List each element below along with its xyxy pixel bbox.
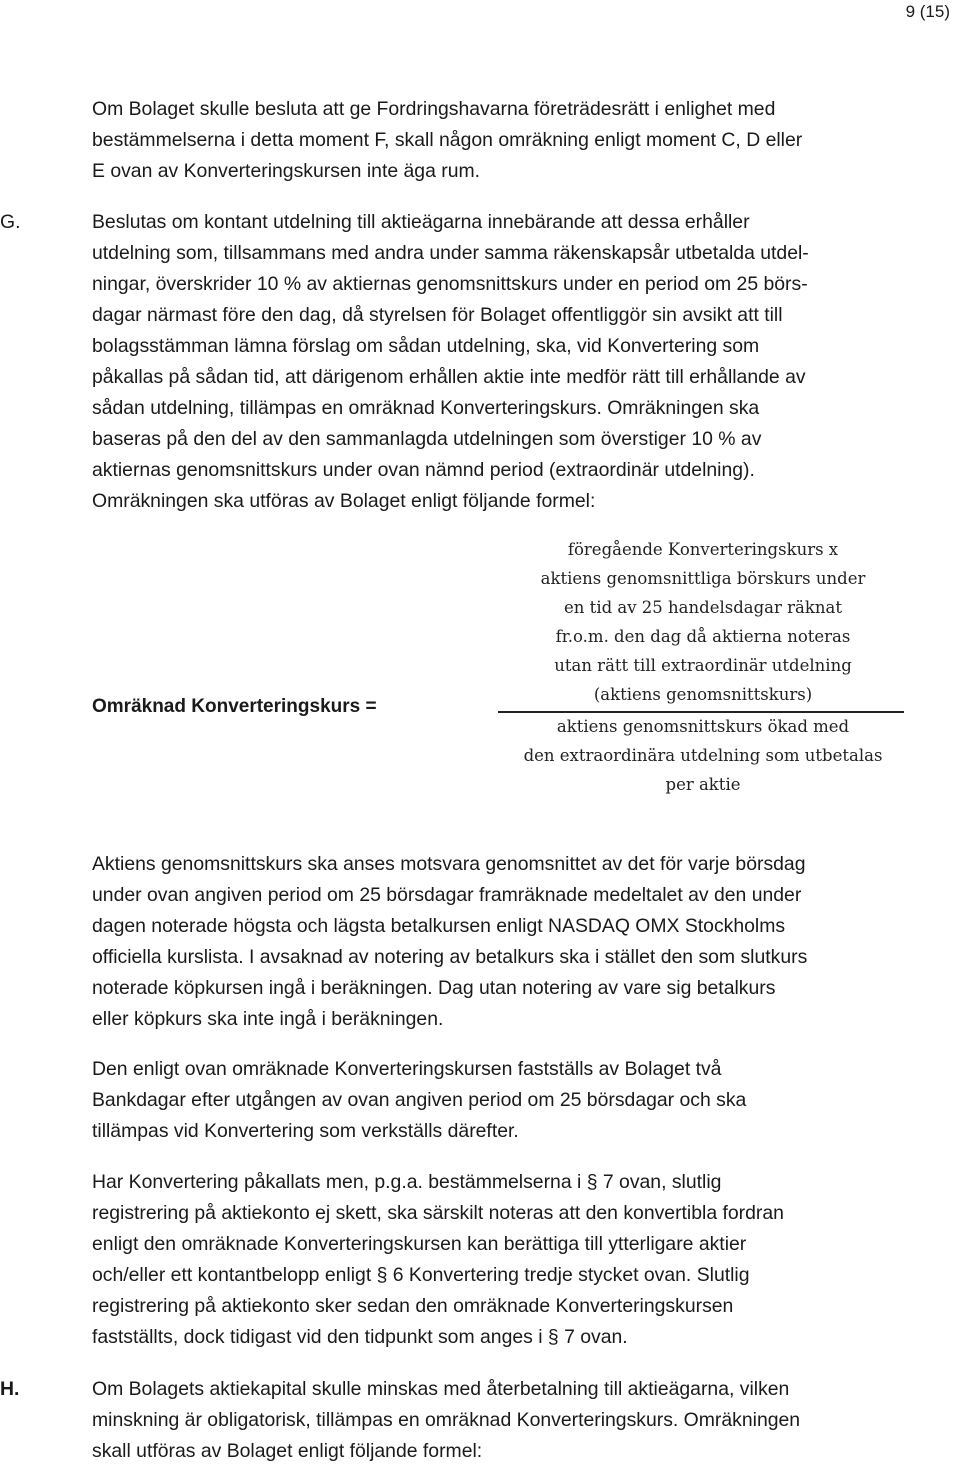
- intro-paragraph: [92, 94, 932, 187]
- formula-denominator-line: den extraordinära utdelning som utbetalas: [523, 746, 883, 765]
- text-line: ningar, överskrider 10 % av aktiernas genomsnittskurs under en period om 25 börs-: [92, 273, 808, 295]
- formula-numerator-line: utan rätt till extraordinär utdelning: [554, 656, 852, 675]
- formula-numerator-line: aktiens genomsnittliga börskurs under: [540, 569, 866, 588]
- text-line: skall utföras av Bolaget enligt följande formel:: [92, 1440, 483, 1462]
- establish-paragraph: [92, 1054, 932, 1147]
- text-line: bestämmelserna i detta moment F, skall någon omräkning enligt moment C, D eller: [92, 129, 803, 151]
- text-line: Har Konvertering påkallats men, p.g.a. bestämmelserna i § 7 ovan, slutlig: [92, 1171, 722, 1193]
- text-line: minskning är obligatorisk, tillämpas en omräknad Konverteringskurs. Omräkningen: [92, 1409, 801, 1431]
- text-line: dagen noterade högsta och lägsta betalkursen enligt NASDAQ OMX Stockholms: [92, 915, 786, 937]
- formula-numerator-line: (aktiens genomsnittskurs): [593, 685, 813, 704]
- section-letter-g: G.: [0, 211, 21, 233]
- section-g-paragraph: [92, 207, 932, 517]
- text-line: bolagsstämman lämna förslag om sådan utdelning, ska, vid Konvertering som: [92, 335, 760, 357]
- text-line: baseras på den del av den sammanlagda utdelningen som överstiger 10 % av: [92, 428, 762, 450]
- text-line: sådan utdelning, tillämpas en omräknad Konverteringskurs. Omräkningen ska: [92, 397, 760, 419]
- text-line: enligt den omräknade Konverteringskursen kan berättiga till ytterligare aktier: [92, 1233, 747, 1255]
- text-line: under ovan angiven period om 25 börsdagar framräknade medeltalet av den under: [92, 884, 802, 906]
- formula-denominator: [498, 712, 908, 799]
- text-line: utdelning som, tillsammans med andra under samma räkenskapsår utbetalda utdel-: [92, 242, 809, 264]
- text-line: aktiernas genomsnittskurs under ovan nämnd period (extraordinär utdelning).: [92, 459, 755, 481]
- text-line: registrering på aktiekonto ej skett, ska särskilt noteras att den konvertibla fordran: [92, 1202, 784, 1224]
- text-line: Omräkningen ska utföras av Bolaget enligt följande formel:: [92, 490, 596, 512]
- page-number: 9 (15): [905, 2, 950, 21]
- text-line: Om Bolagets aktiekapital skulle minskas med återbetalning till aktieägarna, vilken: [92, 1378, 790, 1400]
- formula-left-label: Omräknad Konverteringskurs =: [92, 696, 377, 717]
- formula-denominator-line: aktiens genomsnittskurs ökad med: [556, 717, 850, 736]
- average-price-paragraph: [92, 849, 932, 1035]
- text-line: Aktiens genomsnittskurs ska anses motsvara genomsnittet av det för varje börsdag: [92, 853, 806, 875]
- formula-numerator-line: fr.o.m. den dag då aktierna noteras: [555, 627, 851, 646]
- text-line: Bankdagar efter utgången av ovan angiven period om 25 börsdagar och ska: [92, 1089, 747, 1111]
- text-line: tillämpas vid Konvertering som verkställs därefter.: [92, 1120, 519, 1142]
- formula-numerator-line: föregående Konverteringskurs x: [567, 540, 839, 559]
- text-line: registrering på aktiekonto sker sedan den omräknade Konverteringskursen: [92, 1295, 734, 1317]
- text-line: Om Bolaget skulle besluta att ge Fordringshavarna företrädesrätt i enlighet med: [92, 98, 776, 120]
- formula-numerator: [498, 535, 908, 709]
- formula-numerator-line: en tid av 25 handelsdagar räknat: [564, 598, 842, 617]
- section-letter-h: H.: [0, 1378, 20, 1400]
- text-line: eller köpkurs ska inte ingå i beräkningen.: [92, 1008, 444, 1030]
- text-line: officiella kurslista. I avsaknad av notering av betalkurs ska i stället den som slutkurs: [92, 946, 808, 968]
- text-line: Beslutas om kontant utdelning till aktieägarna innebärande att dessa erhåller: [92, 211, 750, 233]
- conversion-paragraph: [92, 1167, 932, 1353]
- section-h-paragraph: [92, 1374, 932, 1467]
- text-line: fastställts, dock tidigast vid den tidpunkt som anges i § 7 ovan.: [92, 1326, 628, 1348]
- text-line: E ovan av Konverteringskursen inte äga rum.: [92, 160, 481, 182]
- formula-denominator-line: per aktie: [665, 775, 741, 794]
- text-line: Den enligt ovan omräknade Konverteringskursen fastställs av Bolaget två: [92, 1058, 722, 1080]
- text-line: dagar närmast före den dag, då styrelsen för Bolaget offentliggör sin avsikt att till: [92, 304, 783, 326]
- text-line: noterade köpkursen ingå i beräkningen. Dag utan notering av vare sig betalkurs: [92, 977, 776, 999]
- text-line: påkallas på sådan tid, att därigenom erhållen aktie inte medför rätt till erhållande av: [92, 366, 806, 388]
- text-line: och/eller ett kontantbelopp enligt § 6 Konvertering tredje stycket ovan. Slutlig: [92, 1264, 750, 1286]
